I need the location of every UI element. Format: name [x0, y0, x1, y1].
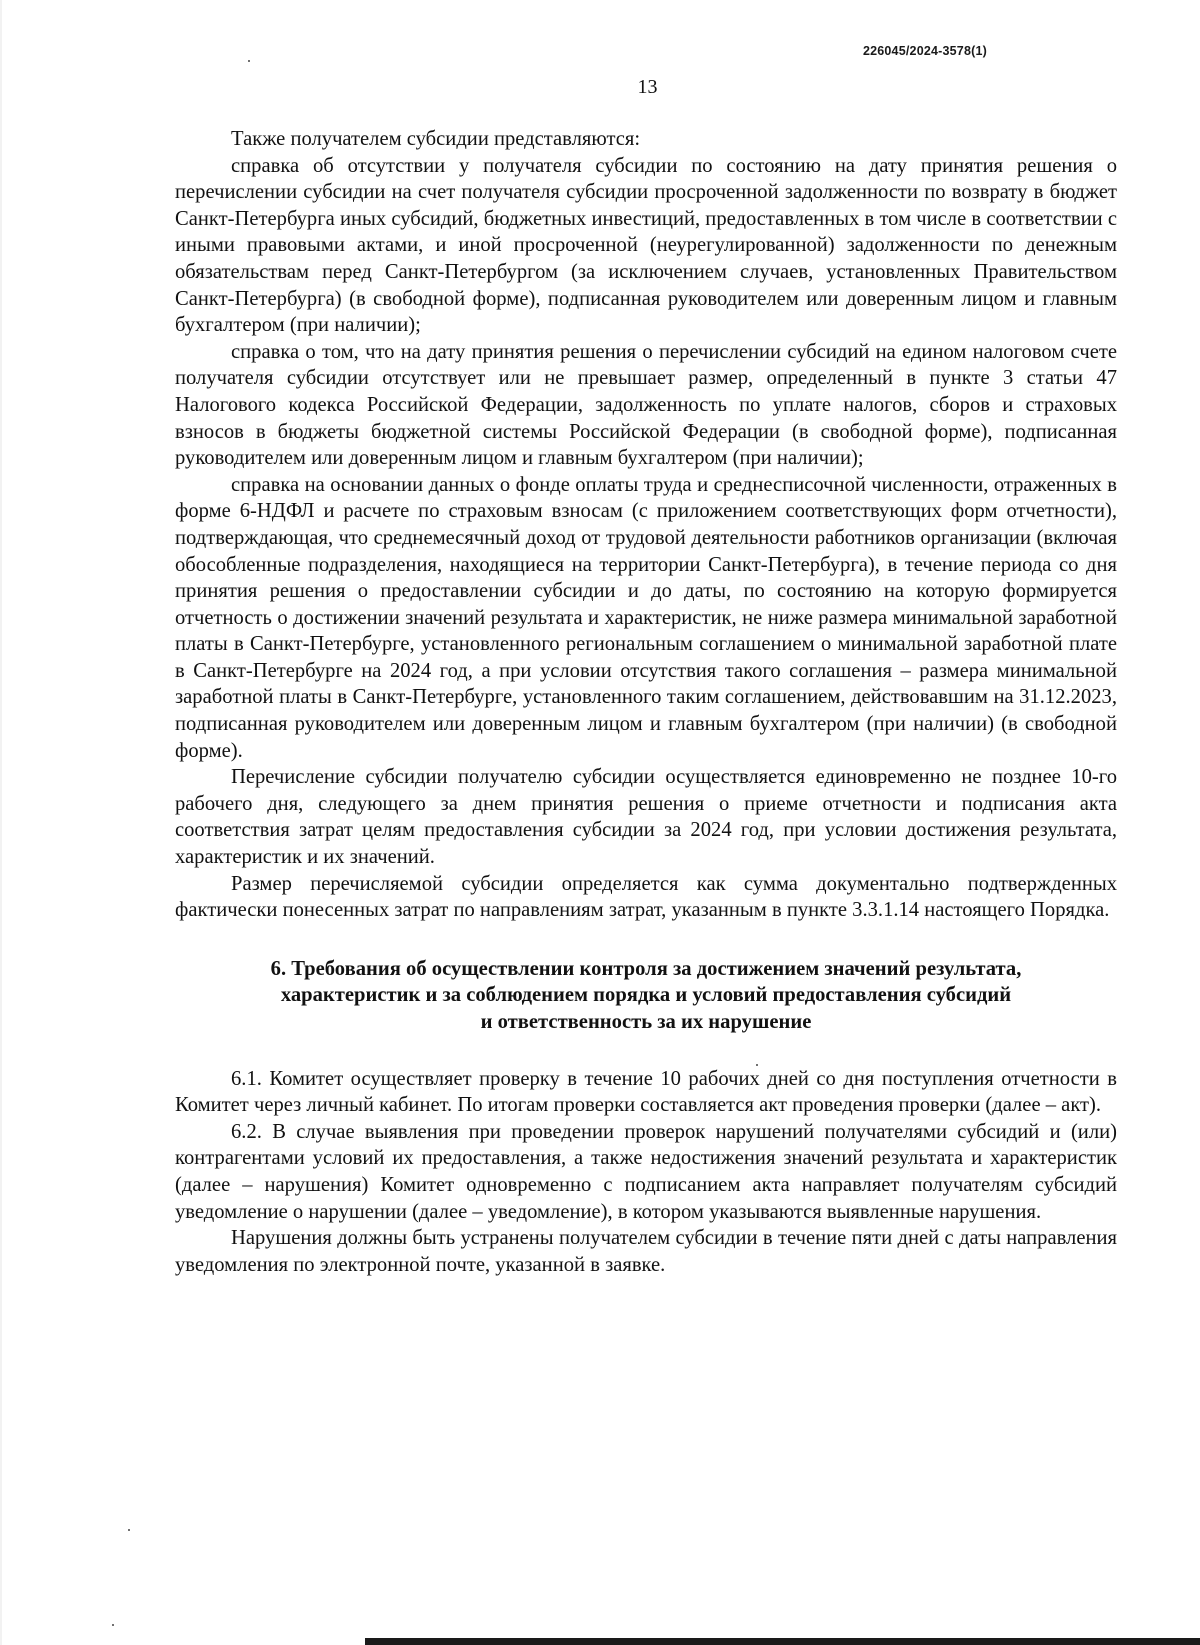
paragraph: 6.1. Комитет осуществляет проверку в течение 10 рабочих дней со дня поступления отчетности в Комитет через личный кабинет. По итогам проверки составляется акт проведения проверки (далее – акт). — [175, 1067, 1117, 1117]
paragraph: Нарушения должны быть устранены получателем субсидии в течение пяти дней с даты направления уведомления по электронной почте, указанной в заявке. — [175, 1227, 1117, 1276]
page-number: 13 — [637, 76, 658, 98]
scan-speck — [112, 1624, 114, 1626]
section-heading-line: и ответственность за их нарушение — [480, 1011, 812, 1033]
scan-speck — [756, 1064, 758, 1066]
paragraph: справка на основании данных о фонде оплаты труда и среднесписочной численности, отраженных в форме 6-НДФЛ и расчете по страховым взносам (с приложением соответствующих форм отчетности), подтверждающая, что среднемесячный доход от трудовой деятельности работников организации (включая обособленные подразделения, находящиеся на территории Санкт-Петербурга), в течение периода со дня принятия решения о предоставлении субсидии и до даты, по состоянию на которую формируется отчетность о достижении значений результата и характеристик, не ниже размера минимальной заработной платы в Санкт-Петербурге, установленного региональным соглашением о минимальной заработной плате в Санкт-Петербурге на 2024 год, а при условии отсутствия такого соглашения – размера минимальной заработной платы в Санкт-Петербурге, установленного таким соглашением, действовавшим на 31.12.2023, подписанная руководителем или доверенным лицом и главным бухгалтером (при наличии) (в свободной форме). — [175, 473, 1117, 762]
paragraph: справка о том, что на дату принятия решения о перечислении субсидий на едином налоговом счете получателя субсидии отсутствует или не превышает размер, определенный в пункте 3 статьи 47 Налогового кодекса Российской Федерации, задолженность по уплате налогов, сборов и страховых взносов в бюджеты бюджетной системы Российской Федерации (в свободной форме), подписанная руководителем или доверенным лицом и главным бухгалтером (при наличии); — [175, 340, 1117, 470]
paragraph: справка об отсутствии у получателя субсидии по состоянию на дату принятия решения о перечислении субсидии на счет получателя субсидии просроченной задолженности по возврату в бюджет Санкт-Петербурга иных субсидий, бюджетных инвестиций, предоставленных в том числе в соответствии с иными правовыми актами, и иной просроченной (неурегулированной) задолженности по денежным обязательствам перед Санкт-Петербургом (за исключением случаев, установленных Правительством Санкт-Петербурга) (в свободной форме), подписанная руководителем или доверенным лицом и главным бухгалтером (при наличии); — [175, 154, 1117, 337]
document-id: 226045/2024-3578(1) — [862, 44, 987, 58]
section-heading-line: характеристик и за соблюдением порядка и условий предоставления субсидий — [280, 984, 1012, 1007]
document-body — [175, 126, 1117, 1278]
paragraph: 6.2. В случае выявления при проведении проверок нарушений получателями субсидий и (или) контрагентами условий их предоставления, а также недостижения значений результата и характеристик (далее – нарушения) Комитет одновременно с подписанием акта направляет получателям субсидий уведомление о нарушении (далее – уведомление), в котором указываются выявленные нарушения. — [175, 1120, 1117, 1223]
scan-border-bottom — [365, 1638, 1200, 1645]
section-heading — [175, 956, 1117, 1036]
scan-speck — [248, 60, 250, 62]
scan-edge — [0, 0, 2, 1645]
section-heading-line: 6. Требования об осуществлении контроля за достижением значений результата, — [270, 957, 1022, 980]
paragraph: Размер перечисляемой субсидии определяется как сумма документально подтвержденных фактически понесенных затрат по направлениям затрат, указанным в пункте 3.3.1.14 настоящего Порядка. — [175, 872, 1117, 922]
scan-speck — [128, 1529, 130, 1531]
paragraph: Также получателем субсидии представляются: — [231, 128, 641, 150]
paragraph: Перечисление субсидии получателю субсидии осуществляется единовременно не позднее 10-го рабочего дня, следующего за днем принятия решения о приеме отчетности и подписания акта соответствия затрат целям предоставления субсидии за 2024 год, при условии достижения результата, характеристик и их значений. — [175, 766, 1117, 869]
